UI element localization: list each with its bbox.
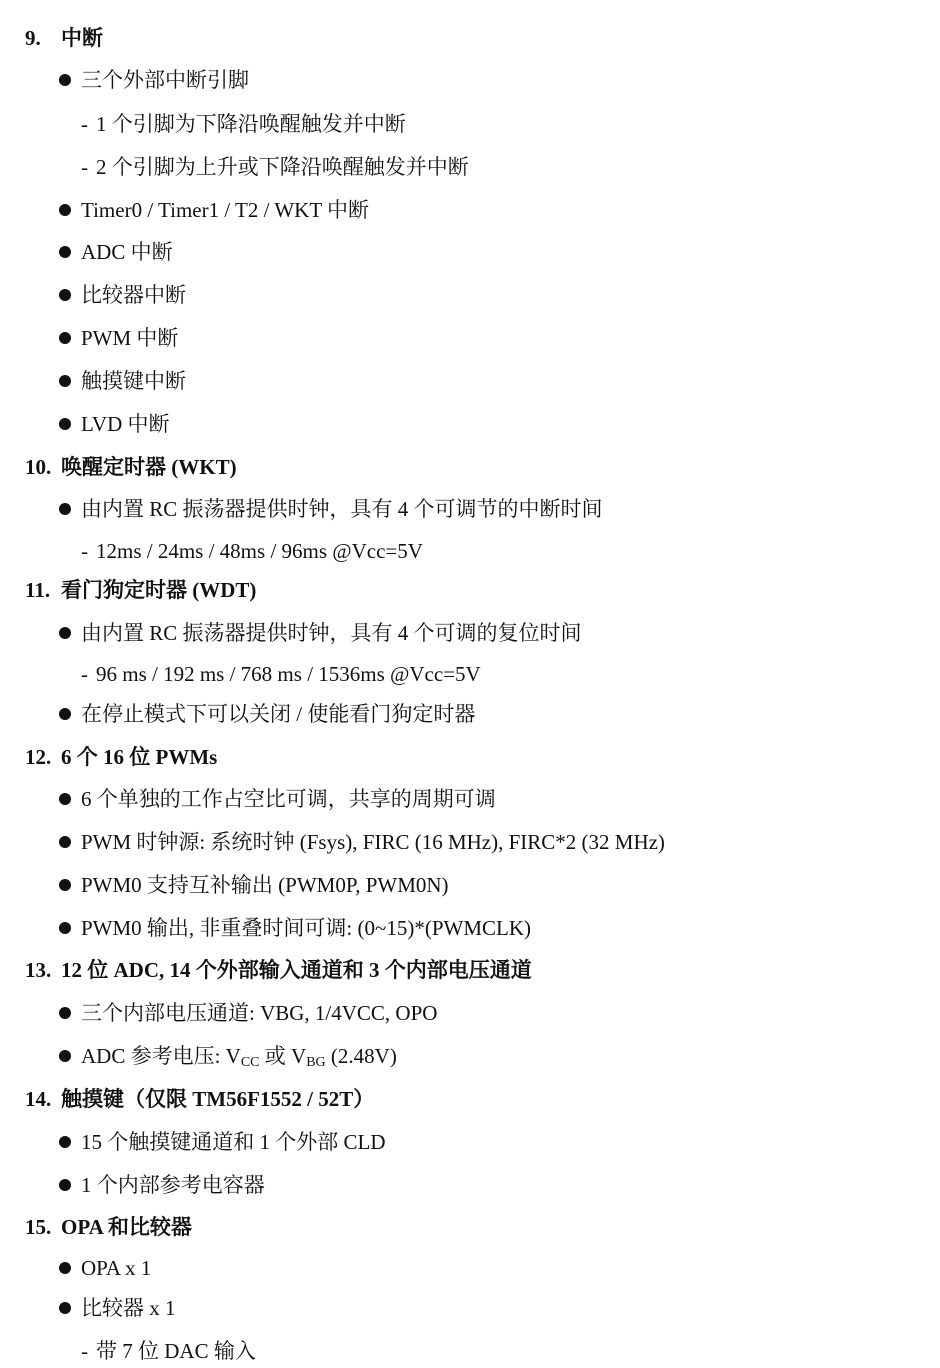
list-item-text: Timer0 / Timer1 / T2 / WKT 中断 xyxy=(81,198,370,222)
list-item-text: 6 个单独的工作占空比可调，共享的周期可调 xyxy=(81,787,496,811)
bullet-icon xyxy=(59,1136,71,1148)
list-item-text: LVD 中断 xyxy=(81,412,170,436)
bullet-icon xyxy=(59,332,71,344)
section-title: 6 个 16 位 PWMs xyxy=(61,745,218,769)
dash-marker: - xyxy=(81,1339,88,1363)
list-item xyxy=(59,829,665,855)
section-number: 12. xyxy=(25,745,52,769)
section-number: 9. xyxy=(25,26,41,50)
dash-marker: - xyxy=(81,112,88,136)
sub-item xyxy=(81,661,481,687)
bullet-icon xyxy=(59,836,71,848)
section-heading xyxy=(25,577,256,603)
list-item xyxy=(59,197,369,223)
list-item xyxy=(59,368,186,394)
sub-item-text: 1 个引脚为下降沿唤醒触发并中断 xyxy=(96,112,406,136)
bullet-icon xyxy=(59,922,71,934)
bullet-icon xyxy=(59,503,71,515)
section-number: 13. xyxy=(25,958,52,982)
list-item xyxy=(59,701,475,727)
section-heading xyxy=(25,744,217,770)
sub-item-text: 96 ms / 192 ms / 768 ms / 1536ms @Vcc=5V xyxy=(96,662,481,686)
vbg-subscript: BG xyxy=(306,1055,326,1070)
list-item-text: OPA x 1 xyxy=(81,1256,152,1280)
bullet-icon xyxy=(59,708,71,720)
dash-marker: - xyxy=(81,539,88,563)
bullet-icon xyxy=(59,793,71,805)
sub-item xyxy=(81,1338,256,1364)
sub-item-text: 12ms / 24ms / 48ms / 96ms @Vcc=5V xyxy=(96,539,423,563)
dash-marker: - xyxy=(81,662,88,686)
list-item xyxy=(59,1043,397,1076)
list-item xyxy=(59,786,496,812)
bullet-icon xyxy=(59,879,71,891)
section-heading xyxy=(25,1086,374,1112)
sub-item-text: 2 个引脚为上升或下降沿唤醒触发并中断 xyxy=(96,155,469,179)
list-item xyxy=(59,1295,176,1321)
list-item xyxy=(59,411,169,437)
list-item xyxy=(59,67,249,93)
bullet-icon xyxy=(59,204,71,216)
list-item-text: 触摸键中断 xyxy=(81,369,186,393)
section-number: 10. xyxy=(25,455,52,479)
list-item-text: ADC 中断 xyxy=(81,240,173,264)
vcc-subscript: CC xyxy=(240,1055,260,1070)
list-item xyxy=(59,282,186,308)
list-item-text: 比较器中断 xyxy=(81,283,186,307)
list-item-text: 三个外部中断引脚 xyxy=(81,68,249,92)
section-title: 12 位 ADC, 14 个外部输入通道和 3 个内部电压通道 xyxy=(61,958,532,982)
bullet-icon xyxy=(59,375,71,387)
section-title: OPA 和比较器 xyxy=(61,1215,192,1239)
list-item-text: 由内置 RC 振荡器提供时钟，具有 4 个可调的复位时间 xyxy=(81,621,582,645)
list-item xyxy=(59,872,449,898)
list-item xyxy=(59,1000,437,1026)
bullet-icon xyxy=(59,246,71,258)
list-item-text: 1 个内部参考电容器 xyxy=(81,1173,265,1197)
section-heading xyxy=(25,957,532,983)
list-item xyxy=(59,620,582,646)
list-item xyxy=(59,1129,386,1155)
list-item xyxy=(59,1172,265,1198)
section-number: 11. xyxy=(25,578,51,602)
bullet-icon xyxy=(59,1050,71,1062)
section-title: 唤醒定时器 (WKT) xyxy=(61,455,237,479)
list-item xyxy=(59,915,531,941)
bullet-icon xyxy=(59,1179,71,1191)
adc-ref-mid: 或 V xyxy=(259,1044,307,1068)
list-item xyxy=(59,496,603,522)
adc-ref-prefix: ADC 参考电压: V xyxy=(81,1044,241,1068)
list-item-text: PWM 中断 xyxy=(81,326,179,350)
list-item-text: 比较器 x 1 xyxy=(81,1296,176,1320)
list-item-text: PWM 时钟源: 系统时钟 (Fsys), FIRC (16 MHz), FIRC*2 (32 MHz) xyxy=(81,830,665,854)
list-item-text: PWM0 支持互补输出 (PWM0P, PWM0N) xyxy=(81,873,449,897)
sub-item-text: 带 7 位 DAC 输入 xyxy=(96,1339,256,1363)
list-item xyxy=(59,325,178,351)
list-item-text: 由内置 RC 振荡器提供时钟，具有 4 个可调节的中断时间 xyxy=(81,497,603,521)
section-title: 看门狗定时器 (WDT) xyxy=(61,578,257,602)
section-heading xyxy=(25,454,237,480)
bullet-icon xyxy=(59,627,71,639)
section-title: 触摸键（仅限 TM56F1552 / 52T） xyxy=(61,1087,375,1111)
bullet-icon xyxy=(59,74,71,86)
bullet-icon xyxy=(59,1302,71,1314)
bullet-icon xyxy=(59,418,71,430)
section-title: 中断 xyxy=(61,26,103,50)
list-item xyxy=(59,1255,151,1281)
bullet-icon xyxy=(59,1262,71,1274)
list-item-text: 三个内部电压通道: VBG, 1/4VCC, OPO xyxy=(81,1001,438,1025)
list-item-text: 在停止模式下可以关闭 / 使能看门狗定时器 xyxy=(81,702,476,726)
list-item-text: PWM0 输出, 非重叠时间可调: (0~15)*(PWMCLK) xyxy=(81,916,532,940)
sub-item xyxy=(81,111,406,137)
section-heading xyxy=(25,1214,192,1240)
list-item xyxy=(59,239,173,265)
section-heading xyxy=(25,25,103,51)
sub-item xyxy=(81,154,469,180)
bullet-icon xyxy=(59,289,71,301)
sub-item xyxy=(81,538,423,564)
dash-marker: - xyxy=(81,155,88,179)
bullet-icon xyxy=(59,1007,71,1019)
list-item-text: 15 个触摸键通道和 1 个外部 CLD xyxy=(81,1130,386,1154)
section-number: 14. xyxy=(25,1087,52,1111)
section-number: 15. xyxy=(25,1215,52,1239)
adc-ref-suffix: (2.48V) xyxy=(325,1044,397,1068)
